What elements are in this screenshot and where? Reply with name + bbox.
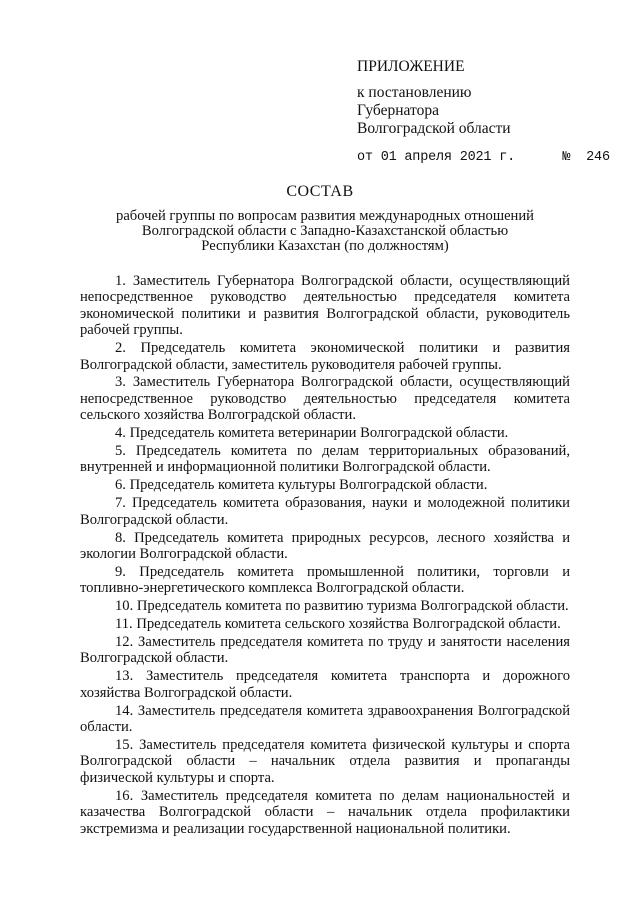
- list-item: 16. Заместитель председателя комитета по делам национальностей и казачества Волгоградской области – начальник отдела профилактики экстремизма и реализации государственной национальной политики.: [80, 787, 570, 837]
- document-heading: СОСТАВ: [286, 183, 354, 200]
- appendix-line: к постановлению: [357, 84, 472, 101]
- list-item: 5. Председатель комитета по делам территориальных образований, внутренней и информационной политики Волгоградской области.: [80, 443, 570, 476]
- list-item: 12. Заместитель председателя комитета по труду и занятости населения Волгоградской области.: [80, 634, 570, 667]
- list-item: 1. Заместитель Губернатора Волгоградской области, осуществляющий непосредственное руководство деятельностью председателя комитета экономической политики и развития Волгоградской области, руководитель рабочей группы.: [80, 273, 570, 339]
- list-item: 10. Председатель комитета по развитию туризма Волгоградской области.: [115, 598, 569, 615]
- appendix-block: [357, 58, 617, 167]
- list-item: 9. Председатель комитета промышленной политики, торговли и топливно-энергетического комплекса Волгоградской области.: [80, 563, 570, 597]
- appendix-line: Губернатора: [357, 102, 439, 119]
- list-item: 7. Председатель комитета образования, науки и молодежной политики Волгоградской области.: [80, 495, 570, 528]
- list-item: 14. Заместитель председателя комитета здравоохранения Волгоградской области.: [80, 702, 570, 736]
- list-item: 11. Председатель комитета сельского хозяйства Волгоградской области.: [115, 616, 561, 633]
- subheading-line: Волгоградской области с Западно-Казахстанской областью: [141, 223, 509, 239]
- list-item: 2. Председатель комитета экономической политики и развития Волгоградской области, заместитель руководителя рабочей группы.: [80, 340, 570, 373]
- appendix-line: Волгоградской области: [357, 120, 511, 137]
- members-list: [80, 273, 570, 838]
- list-item: 3. Заместитель Губернатора Волгоградской области, осуществляющий непосредственное руководство деятельностью председателя комитета сельского хозяйства Волгоградской области.: [80, 374, 570, 424]
- appendix-title: ПРИЛОЖЕНИЕ: [357, 58, 465, 75]
- list-item: 13. Заместитель председателя комитета транспорта и дорожного хозяйства Волгоградской области.: [80, 668, 570, 701]
- list-item: 6. Председатель комитета культуры Волгоградской области.: [115, 477, 488, 494]
- list-item: 8. Председатель комитета природных ресурсов, лесного хозяйства и экологии Волгоградской области.: [80, 529, 570, 562]
- document-subheading: [105, 209, 545, 254]
- list-item: 15. Заместитель председателя комитета физической культуры и спорта Волгоградской области – начальник отдела развития и пропаганды физической культуры и спорта.: [80, 736, 570, 786]
- subheading-line: рабочей группы по вопросам развития международных отношений: [116, 208, 534, 224]
- subheading-line: Республики Казахстан (по должностям): [201, 238, 449, 254]
- appendix-date-number: от 01 апреля 2021 г. № 246: [357, 150, 610, 165]
- list-item: 4. Председатель комитета ветеринарии Волгоградской области.: [115, 425, 509, 442]
